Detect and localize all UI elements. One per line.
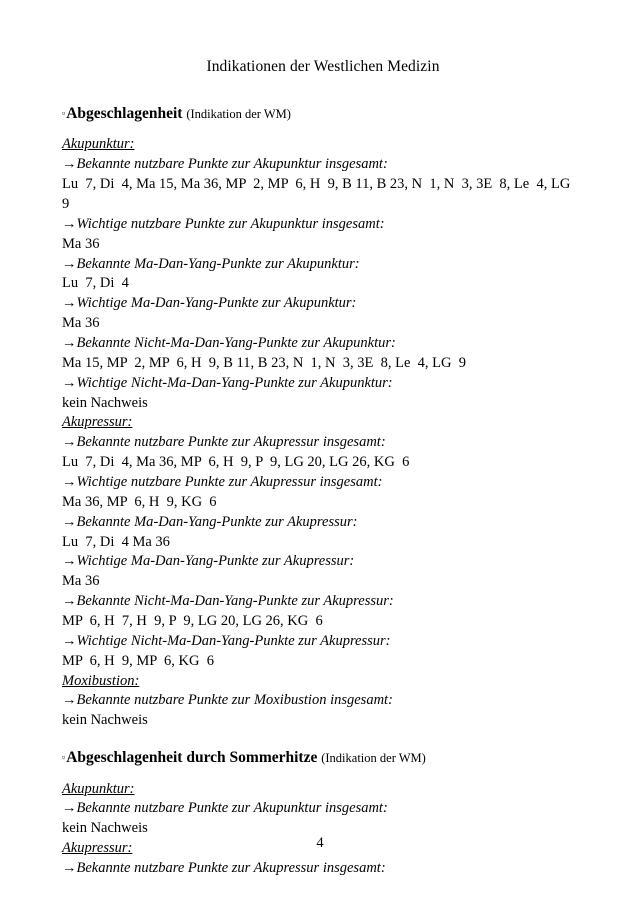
- query-line: →Wichtige Nicht-Ma-Dan-Yang-Punkte zur Akupressur:: [62, 632, 391, 649]
- query-line: →Bekannte Nicht-Ma-Dan-Yang-Punkte zur Akupressur:: [62, 593, 394, 610]
- answer-line: Lu 7, Di 4, Ma 15, Ma 36, MP 2, MP 6, H 9, B 11, B 23, N 1, N 3, 3E 8, Le 4, LG 9: [62, 176, 578, 212]
- sub-heading: Moxibustion:: [62, 672, 140, 689]
- answer-line: kein Nachweis: [62, 820, 148, 837]
- section-heading: [62, 104, 584, 123]
- query-line: →Bekannte nutzbare Punkte zur Moxibustion insgesamt:: [62, 692, 393, 709]
- answer-line: Ma 36, MP 6, H 9, KG 6: [62, 493, 217, 510]
- query-line: →Bekannte Ma-Dan-Yang-Punkte zur Akupunktur:: [62, 255, 360, 272]
- query-line: →Bekannte nutzbare Punkte zur Akupunktur insgesamt:: [62, 800, 388, 817]
- answer-line: Lu 7, Di 4, Ma 36, MP 6, H 9, P 9, LG 20, LG 26, KG 6: [62, 454, 410, 471]
- section-heading: [62, 748, 584, 767]
- answer-line: Lu 7, Di 4: [62, 275, 129, 292]
- answer-line: Ma 36: [62, 315, 100, 332]
- answer-line: Lu 7, Di 4 Ma 36: [62, 533, 170, 550]
- section-heading-text: Abgeschlagenheit: [66, 105, 183, 122]
- section-body: [62, 135, 584, 731]
- section-abgeschlagenheit: [62, 104, 584, 731]
- square-bullet-icon: ▫: [62, 752, 66, 763]
- query-line: →Wichtige Nicht-Ma-Dan-Yang-Punkte zur Akupunktur:: [62, 374, 393, 391]
- query-line: →Wichtige Ma-Dan-Yang-Punkte zur Akupunktur:: [62, 295, 357, 312]
- query-line: →Bekannte nutzbare Punkte zur Akupressur insgesamt:: [62, 859, 386, 876]
- query-line: →Bekannte Ma-Dan-Yang-Punkte zur Akupressur:: [62, 513, 358, 530]
- query-line: →Wichtige nutzbare Punkte zur Akupressur insgesamt:: [62, 473, 383, 490]
- sub-heading: Akupunktur:: [62, 780, 135, 797]
- square-bullet-icon: ▫: [62, 108, 66, 118]
- answer-line: MP 6, H 7, H 9, P 9, LG 20, LG 26, KG 6: [62, 613, 323, 629]
- answer-line: kein Nachweis: [62, 394, 148, 411]
- section-abgeschlagenheit-sommerhitze: [62, 748, 584, 879]
- query-line: →Bekannte nutzbare Punkte zur Akupunktur insgesamt:: [62, 156, 388, 173]
- section-heading-note: (Indikation der WM): [321, 751, 426, 766]
- answer-line: Ma 36: [62, 235, 100, 252]
- query-line: →Wichtige Ma-Dan-Yang-Punkte zur Akupressur:: [62, 553, 355, 570]
- query-line: →Wichtige nutzbare Punkte zur Akupunktur insgesamt:: [62, 215, 385, 232]
- answer-line: kein Nachweis: [62, 712, 148, 729]
- section-spacer: [62, 731, 584, 748]
- sub-heading: Akupressur:: [62, 414, 133, 431]
- answer-line: Ma 15, MP 2, MP 6, H 9, B 11, B 23, N 1, N 3, 3E 8, Le 4, LG 9: [62, 354, 466, 371]
- sub-heading: Akupunktur:: [62, 136, 135, 153]
- section-heading-note: (Indikation der WM): [186, 107, 291, 121]
- sub-heading: Akupressur:: [62, 840, 133, 857]
- query-line: →Bekannte Nicht-Ma-Dan-Yang-Punkte zur Akupunktur:: [62, 334, 396, 351]
- answer-line: Ma 36: [62, 573, 100, 590]
- section-body: [62, 780, 584, 879]
- section-heading-text: Abgeschlagenheit durch Sommerhitze: [66, 749, 318, 767]
- page-title: Indikationen der Westlichen Medizin: [206, 58, 440, 75]
- query-line: →Bekannte nutzbare Punkte zur Akupressur insgesamt:: [62, 434, 386, 451]
- page-number: 4: [316, 835, 324, 851]
- answer-line: MP 6, H 9, MP 6, KG 6: [62, 652, 215, 669]
